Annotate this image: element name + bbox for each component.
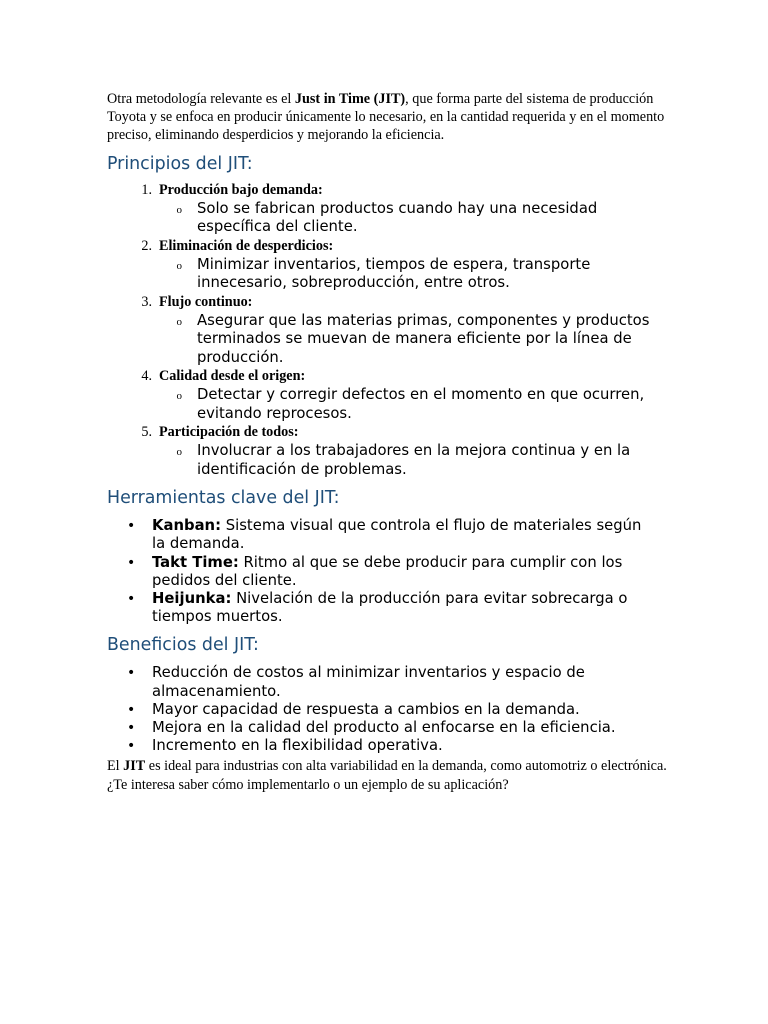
benefits-list (107, 664, 667, 755)
principle-description: Asegurar que las materias primas, componentes y productos terminados se muevan de manera eficiente por la línea de producción. (197, 311, 650, 366)
principle-number: 1. (141, 181, 152, 198)
bullet-marker: • (127, 590, 136, 607)
tool-item (107, 517, 667, 553)
sub-bullet-marker: o (176, 315, 182, 328)
document-page (107, 90, 667, 795)
tool-description: Sistema visual que controla el flujo de materiales según la demanda. (152, 517, 642, 553)
bullet-marker: • (127, 719, 136, 736)
bullet-marker: • (127, 701, 136, 718)
tool-term: Takt Time: (152, 553, 239, 571)
benefit-item (107, 719, 667, 737)
principle-number: 2. (141, 237, 152, 254)
principle-item (107, 293, 667, 368)
principle-number: 3. (141, 293, 152, 310)
tools-heading: Herramientas clave del JIT: (107, 488, 340, 509)
principle-title: Participación de todos: (159, 424, 299, 441)
intro-bold-term: Just in Time (JIT) (294, 91, 406, 107)
principle-item (107, 367, 667, 423)
tool-item (107, 590, 667, 626)
bullet-marker: • (127, 665, 136, 682)
principle-item (107, 237, 667, 293)
tool-description: Nivelación de la producción para evitar sobrecarga o tiempos muertos. (152, 589, 628, 626)
bullet-marker: • (127, 518, 136, 535)
principle-number: 4. (141, 368, 152, 385)
sub-bullet-marker: o (176, 259, 182, 272)
tool-term: Heijunka: (152, 589, 232, 607)
principles-heading: Principios del JIT: (107, 153, 253, 174)
principles-list (107, 181, 667, 480)
principle-item (107, 181, 667, 237)
benefit-text: Incremento en la flexibilidad operativa. (152, 737, 443, 755)
closing-paragraph (107, 757, 667, 795)
benefit-item (107, 701, 667, 719)
intro-text-after: , que forma parte del sistema de producción Toyota y se enfoca en producir únicamente lo necesario, en la cantidad requerida y en el momento preciso, eliminando desperdicios y mejorando la eficiencia. (107, 91, 665, 144)
outro-text-after: es ideal para industrias con alta variabilidad en la demanda, como automotriz o electrónica. ¿Te interesa saber cómo implementarlo o un ejemplo de su aplicación? (107, 758, 667, 794)
benefit-text: Mejora en la calidad del producto al enfocarse en la eficiencia. (152, 718, 616, 736)
principle-description: Minimizar inventarios, tiempos de espera, transporte innecesario, sobreproducción, entre otros. (197, 255, 591, 292)
sub-bullet-marker: o (176, 390, 182, 403)
principle-description: Involucrar a los trabajadores en la mejora continua y en la identificación de problemas. (197, 442, 631, 478)
bullet-marker: • (127, 738, 136, 755)
principle-item (107, 423, 667, 479)
benefit-item (107, 737, 667, 755)
intro-text-before: Otra metodología relevante es el (107, 91, 295, 107)
principle-description: Detectar y corregir defectos en el momento en que ocurren, evitando reprocesos. (197, 386, 645, 422)
outro-bold-term: JIT (123, 758, 146, 775)
benefits-heading: Beneficios del JIT: (107, 635, 259, 656)
benefit-text: Mayor capacidad de respuesta a cambios en la demanda. (152, 700, 580, 718)
principle-description: Solo se fabrican productos cuando hay una necesidad específica del cliente. (197, 199, 598, 236)
principle-title: Calidad desde el origen: (159, 368, 306, 385)
principle-title: Producción bajo demanda: (159, 181, 323, 198)
intro-paragraph (107, 90, 667, 145)
sub-bullet-marker: o (176, 203, 182, 216)
tool-item (107, 554, 667, 590)
bullet-marker: • (127, 554, 136, 571)
sub-bullet-marker: o (176, 446, 182, 459)
tool-description: Ritmo al que se debe producir para cumplir con los pedidos del cliente. (152, 553, 623, 589)
principle-title: Flujo continuo: (159, 293, 253, 310)
tools-list (107, 517, 667, 626)
principle-number: 5. (141, 424, 152, 441)
outro-text-before: El (107, 758, 124, 775)
principle-title: Eliminación de desperdicios: (159, 237, 334, 254)
benefit-item (107, 664, 667, 700)
benefit-text: Reducción de costos al minimizar inventarios y espacio de almacenamiento. (152, 664, 585, 700)
tool-term: Kanban: (152, 517, 222, 535)
